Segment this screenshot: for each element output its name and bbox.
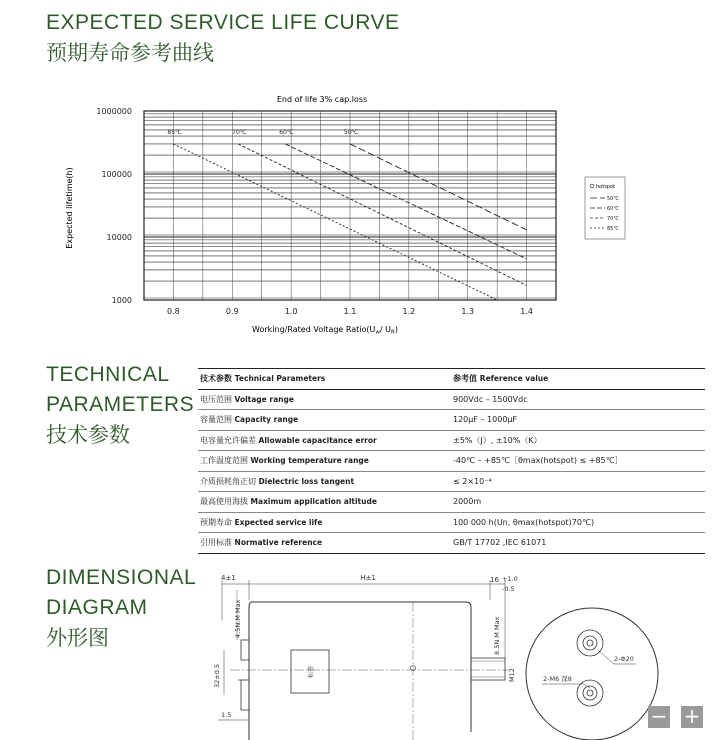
dimensional-title-en-2: DIAGRAM — [46, 596, 148, 619]
param-name — [198, 533, 451, 554]
x-axis-label-sub2: R — [391, 329, 395, 336]
dim-32-label: 32±0.5 — [213, 663, 221, 688]
left-terminal-upper — [241, 640, 249, 660]
x-tick-label: 0.8 — [167, 307, 180, 316]
end-view-terminal-upper-core — [587, 640, 593, 646]
param-value: 100 000 h(Un, θmax(hotspot)70℃) — [451, 512, 705, 533]
param-name — [198, 512, 451, 533]
dim-h-label: H±1 — [360, 574, 376, 582]
dim-15-label: 1.5 — [221, 711, 232, 719]
zoom-in-button[interactable]: + — [681, 706, 703, 728]
capacitor-body — [249, 602, 471, 740]
y-tick-label: 1000 — [111, 296, 132, 305]
technical-title — [46, 360, 194, 450]
torque-left-label: 4.5N.M Max — [234, 599, 242, 638]
x-tick-label: 1.2 — [402, 307, 416, 316]
param-name — [198, 471, 451, 492]
param-value: ≤ 2×10⁻⁴ — [451, 471, 705, 492]
series-line — [285, 144, 526, 259]
label-box-text: 标签 — [308, 665, 315, 679]
parameters-table — [198, 368, 705, 554]
x-axis-label-sub1: w — [375, 329, 380, 336]
param-name-en: Capacity range — [234, 415, 299, 425]
dimensional-diagram — [0, 560, 715, 740]
x-axis-label-mid: / U — [379, 325, 391, 334]
param-name-en: Dielectric loss tangent — [258, 476, 355, 486]
series-label: 60℃ — [279, 128, 294, 136]
table-row — [198, 389, 705, 410]
y-tick-label: 100000 — [101, 170, 132, 179]
technical-title-cn: 技术参数 — [46, 423, 130, 447]
technical-title-en-2: PARAMETERS — [46, 393, 195, 416]
header-value-cn: 参考值 — [453, 374, 477, 384]
end-view-terminal-upper — [577, 630, 603, 656]
series-label: 50℃ — [344, 128, 359, 136]
legend-header: hotspot — [596, 184, 615, 190]
header-param-name — [198, 369, 451, 390]
table-row — [198, 430, 705, 451]
x-tick-label: 1.0 — [284, 307, 298, 316]
torque-right-label: 8.5N.M Max — [493, 616, 501, 655]
thread-label: M12 — [508, 668, 516, 682]
x-axis-label-main: Working/Rated Voltage Ratio(U — [252, 325, 376, 334]
param-value: 120μF – 1000μF — [451, 410, 705, 431]
param-name-cn: 容量范围 — [200, 415, 232, 425]
chart-series — [167, 129, 526, 300]
y-axis-ticks — [96, 107, 132, 305]
thread-stud — [471, 658, 505, 680]
param-name — [198, 492, 451, 513]
param-name-en: Maximum application altitude — [250, 497, 377, 507]
param-name-cn: 电容量允许偏差 — [200, 435, 256, 445]
y-axis-label: Expected lifetime(h) — [65, 167, 74, 249]
life-curve-title — [46, 8, 400, 68]
param-value: 900Vdc – 1500Vdc — [451, 389, 705, 410]
life-curve-chart — [0, 80, 715, 342]
dim-right-label: 16 — [490, 576, 499, 584]
end-view-terminal-lower-core — [587, 690, 593, 696]
table-row — [198, 533, 705, 554]
series-line — [238, 144, 526, 286]
end-view-outline — [526, 608, 658, 740]
series-line — [173, 144, 497, 300]
end-view-terminal-upper-inner — [583, 636, 597, 650]
legend-label: 70℃ — [607, 216, 619, 222]
dim-tol-minus: -0.5 — [502, 585, 515, 593]
header-param-value — [451, 369, 705, 390]
technical-title-en-1: TECHNICAL — [46, 363, 170, 386]
x-tick-label: 0.9 — [225, 307, 239, 316]
x-axis-label-end: ) — [394, 325, 398, 334]
param-name — [198, 389, 451, 410]
param-name-cn: 预期寿命 — [200, 517, 232, 527]
hole-leader — [598, 650, 614, 664]
legend-label: 60℃ — [607, 206, 619, 212]
x-tick-label: 1.1 — [343, 307, 357, 316]
end-view-terminal-lower-inner — [583, 686, 597, 700]
param-value: GB/T 17702 ,IEC 61071 — [451, 533, 705, 554]
param-name-en: Normative reference — [234, 538, 323, 548]
m6-label: 2-M6 深8 — [543, 675, 572, 683]
param-value: -40℃ – +85℃［θmax(hotspot) ≤ +85℃］ — [451, 451, 705, 472]
table-row — [198, 471, 705, 492]
param-name-en: Allowable capacitance error — [258, 435, 377, 445]
param-name-cn: 引用标准 — [200, 538, 232, 548]
life-curve-title-en: EXPECTED SERVICE LIFE CURVE — [46, 11, 400, 34]
zoom-out-button[interactable]: − — [648, 706, 670, 728]
param-name — [198, 410, 451, 431]
param-name-cn: 电压范围 — [200, 394, 232, 404]
x-axis-ticks — [167, 307, 533, 316]
param-name-en: Expected service life — [234, 517, 323, 527]
y-tick-label: 10000 — [106, 233, 132, 242]
param-value: ±5%（J）, ±10%（K） — [451, 430, 705, 451]
y-tick-label: 1000000 — [96, 107, 132, 116]
legend-label: 85℃ — [607, 226, 619, 232]
dim-tol-plus: +1.0 — [502, 575, 518, 583]
left-terminal-lower — [241, 680, 249, 710]
param-value: 2000m — [451, 492, 705, 513]
param-name-cn: 最高使用海拔 — [200, 497, 248, 507]
table-row — [198, 451, 705, 472]
hole-label: 2-Φ20 — [614, 655, 634, 663]
table-row — [198, 512, 705, 533]
header-name-cn: 技术参数 — [200, 374, 232, 384]
table-header-row — [198, 369, 705, 390]
param-name-cn: 介质损耗角正切 — [200, 476, 256, 486]
x-tick-label: 1.3 — [461, 307, 475, 316]
x-tick-label: 1.4 — [520, 307, 533, 316]
param-name — [198, 430, 451, 451]
param-name — [198, 451, 451, 472]
life-curve-title-cn: 预期寿命参考曲线 — [46, 41, 214, 65]
param-name-cn: 工作温度范围 — [200, 456, 248, 466]
dimensional-title-cn: 外形图 — [46, 626, 109, 650]
series-label: 70℃ — [232, 128, 247, 136]
header-value-en: Reference value — [479, 374, 549, 384]
table-row — [198, 492, 705, 513]
chart-grid — [144, 111, 556, 300]
dim-left-label: 4±1 — [221, 574, 236, 582]
chart-legend — [585, 177, 625, 239]
dimensional-title-en-1: DIMENSIONAL — [46, 566, 197, 589]
series-label: 85℃ — [167, 128, 182, 136]
table-row — [198, 410, 705, 431]
param-name-en: Voltage range — [234, 394, 294, 404]
param-name-en: Working temperature range — [250, 456, 369, 466]
x-axis-label — [252, 325, 398, 336]
legend-label: 50℃ — [607, 196, 619, 202]
chart-title: End of life 3% cap.loss — [276, 95, 368, 104]
header-name-en: Technical Parameters — [234, 374, 326, 384]
